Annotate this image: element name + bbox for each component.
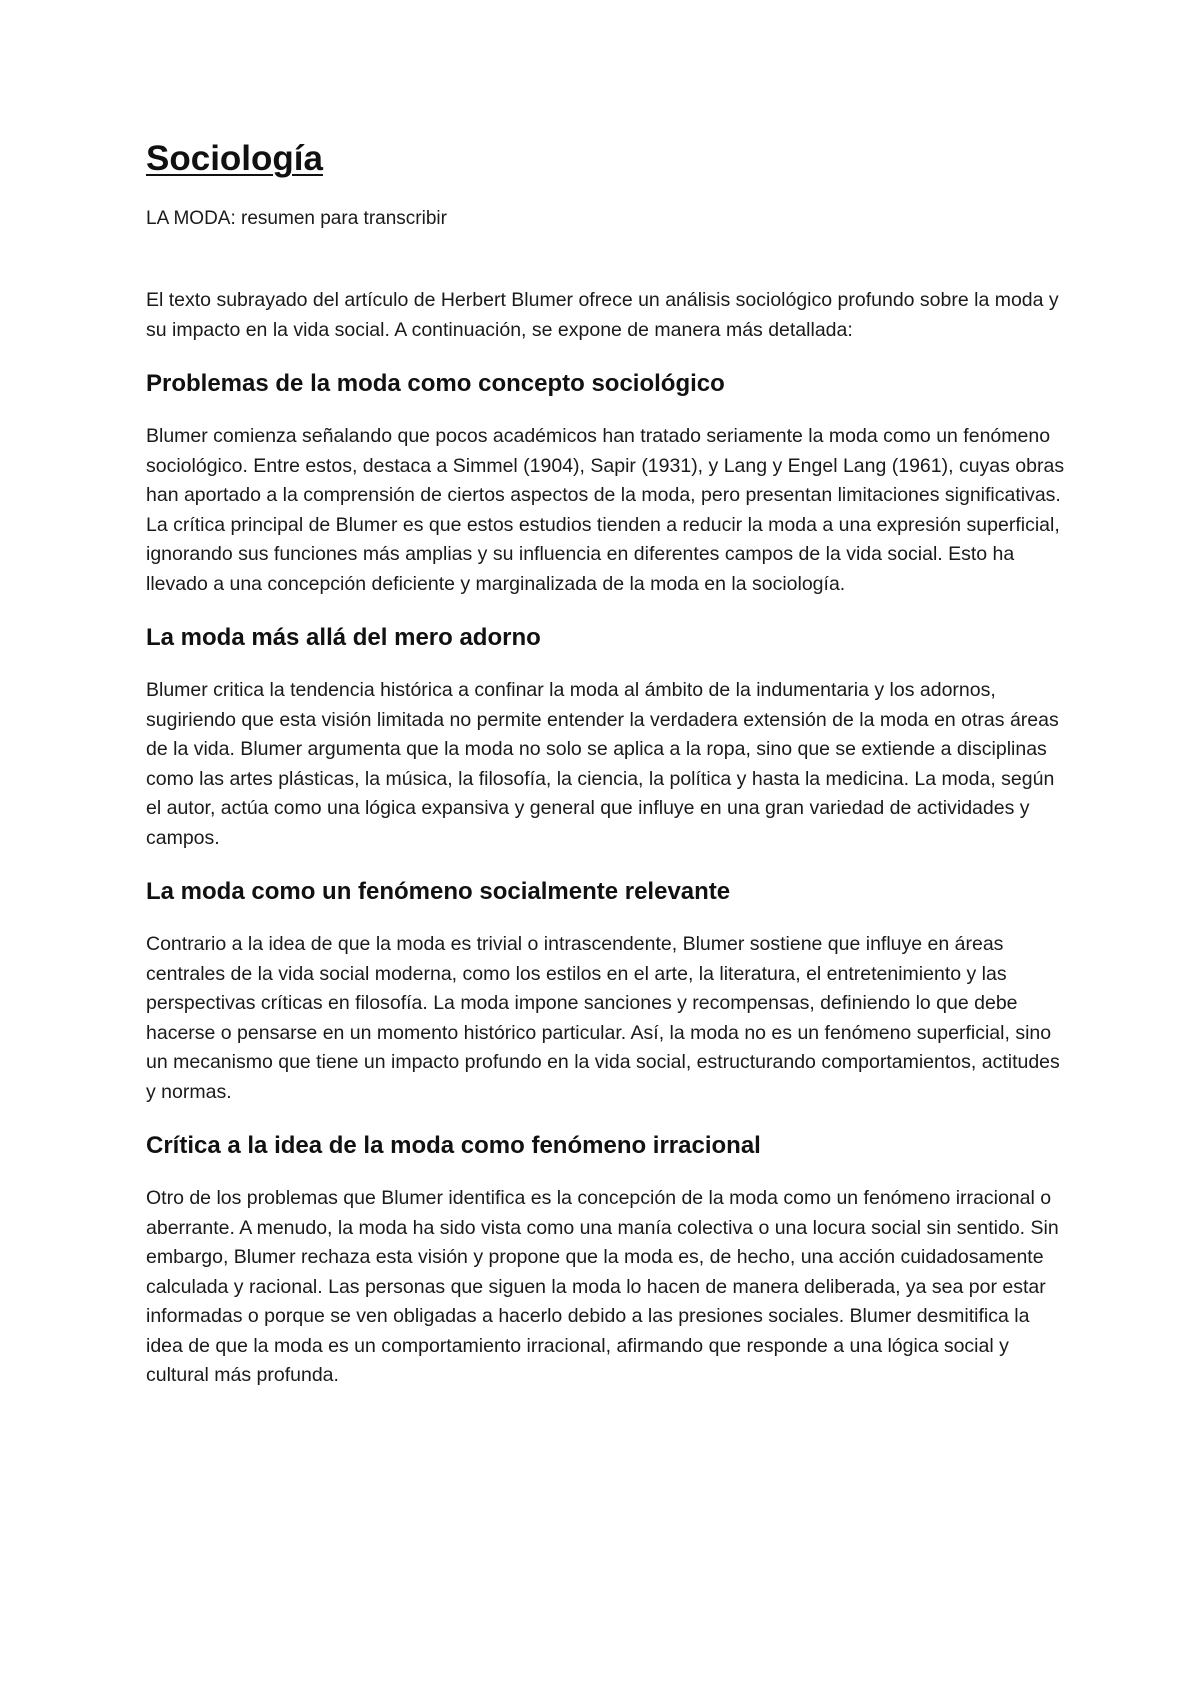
document-page	[146, 138, 1066, 1391]
document-title: Sociología	[146, 139, 323, 178]
section-heading: Crítica a la idea de la moda como fenómeno irracional	[146, 1132, 761, 1159]
document-subtitle: LA MODA: resumen para transcribir	[146, 208, 447, 229]
section-heading: Problemas de la moda como concepto sociológico	[146, 370, 725, 397]
section-socialmente-relevante	[146, 875, 1066, 1107]
section-paragraph: Blumer comienza señalando que pocos académicos han tratado seriamente la moda como un fenómeno sociológico. Entre estos, destaca a Simmel (1904), Sapir (1931), y Lang y Engel Lang (1961), cuyas obras han aportado a la comprensión de ciertos aspectos de la moda, pero presentan limitaciones significativas. La crítica principal de Blumer es que estos estudios tienden a reducir la moda a una expresión superficial, ignorando sus funciones más amplias y su influencia en diferentes campos de la vida social. Esto ha llevado a una concepción deficiente y marginalizada de la moda en la sociología.	[146, 425, 1065, 595]
section-heading: La moda como un fenómeno socialmente relevante	[146, 878, 731, 905]
section-heading: La moda más allá del mero adorno	[146, 624, 541, 651]
section-paragraph: Blumer critica la tendencia histórica a confinar la moda al ámbito de la indumentaria y los adornos, sugiriendo que esta visión limitada no permite entender la verdadera extensión de la moda en otras áreas de la vida. Blumer argumenta que la moda no solo se aplica a la ropa, sino que se extiende a disciplinas como las artes plásticas, la música, la filosofía, la ciencia, la política y hasta la medicina. La moda, según el autor, actúa como una lógica expansiva y general que influye en una gran variedad de actividades y campos.	[146, 679, 1059, 849]
section-mas-alla-adorno	[146, 621, 1066, 853]
section-paragraph: Otro de los problemas que Blumer identifica es la concepción de la moda como un fenómeno irracional o aberrante. A menudo, la moda ha sido vista como una manía colectiva o una locura social sin sentido. Sin embargo, Blumer rechaza esta visión y propone que la moda es, de hecho, una acción cuidadosamente calculada y racional. Las personas que siguen la moda lo hacen de manera deliberada, ya sea por estar informadas o porque se ven obligadas a hacerlo debido a las presiones sociales. Blumer desmitifica la idea de que la moda es un comportamiento irracional, afirmando que responde a una lógica social y cultural más profunda.	[146, 1187, 1059, 1386]
section-fenomeno-irracional	[146, 1129, 1066, 1391]
section-paragraph: Contrario a la idea de que la moda es trivial o intrascendente, Blumer sostiene que influye en áreas centrales de la vida social moderna, como los estilos en el arte, la literatura, el entretenimiento y las perspectivas críticas en filosofía. La moda impone sanciones y recompensas, definiendo lo que debe hacerse o pensarse en un momento histórico particular. Así, la moda no es un fenómeno superficial, sino un mecanismo que tiene un impacto profundo en la vida social, estructurando comportamientos, actitudes y normas.	[146, 933, 1060, 1103]
section-problemas	[146, 367, 1066, 599]
intro-paragraph: El texto subrayado del artículo de Herbert Blumer ofrece un análisis sociológico profundo sobre la moda y su impacto en la vida social. A continuación, se expone de manera más detallada:	[146, 289, 1059, 341]
